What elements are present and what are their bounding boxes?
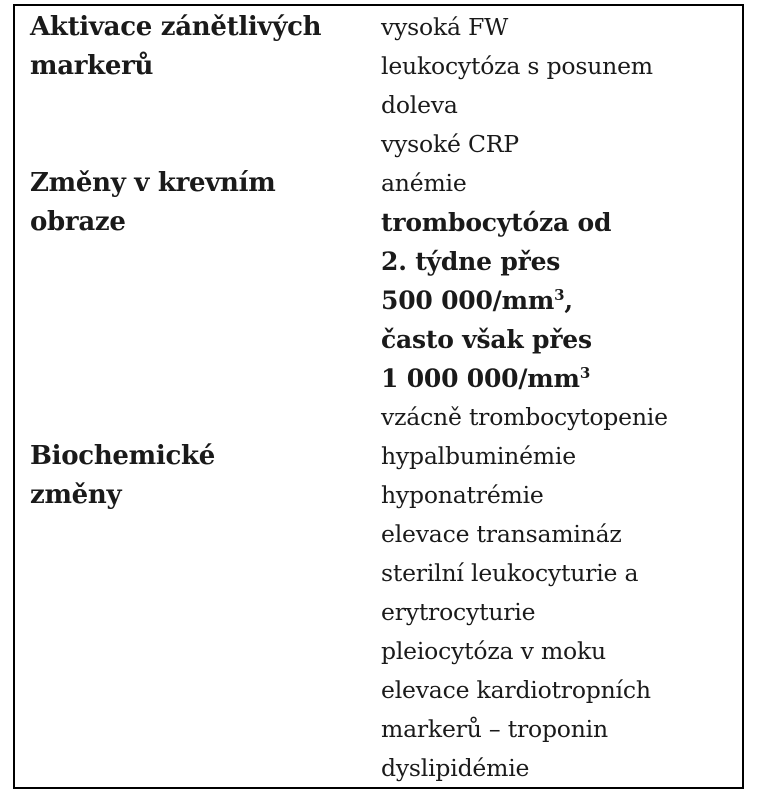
findings-table [13,4,744,789]
value-line [381,749,741,788]
value-line [381,203,741,242]
value-line [381,593,741,632]
row-values [381,8,741,164]
value-text: vysoké CRP [381,130,519,158]
value-text: vysoká FW [381,13,509,41]
row-label [30,437,370,515]
value-text: 500 000/mm [381,286,555,315]
value-text: doleva [381,91,458,119]
row-label-line: změny [30,480,122,510]
value-line [381,242,741,281]
value-text: elevace transamináz [381,520,622,548]
value-text: trombocytóza od [381,208,612,237]
value-text: dyslipidémie [381,754,530,782]
value-line [381,359,741,398]
exponent: 3 [554,286,565,304]
value-line [381,86,741,125]
row-label [30,8,370,86]
value-line [381,398,741,437]
value-line [381,8,741,47]
value-text: 1 000 000/mm [381,364,580,393]
value-text: erytrocyturie [381,598,536,626]
value-line [381,47,741,86]
row-values [381,437,741,788]
value-line [381,632,741,671]
value-line [381,281,741,320]
value-line [381,125,741,164]
row-label-line: obraze [30,207,126,237]
row-label-line: markerů [30,51,154,81]
value-line [381,437,741,476]
value-text: sterilní leukocyturie a [381,559,639,587]
value-text: leukocytóza s posunem [381,52,653,80]
value-text: elevace kardiotropních [381,676,651,704]
value-line [381,476,741,515]
row-label-line: Aktivace zánětlivých [30,12,322,42]
value-text: často však přes [381,325,592,354]
value-line [381,320,741,359]
row-values [381,164,741,437]
value-line [381,515,741,554]
row-label [30,164,370,242]
value-text: hypalbuminémie [381,442,576,470]
value-line [381,710,741,749]
exponent: 3 [579,364,591,382]
value-suffix: , [564,286,573,315]
value-line [381,671,741,710]
value-text: hyponatrémie [381,481,544,509]
value-text: vzácně trombocytopenie [381,403,668,431]
value-text: markerů – troponin [381,715,608,743]
value-text: pleiocytóza v moku [381,637,606,665]
value-text: anémie [381,169,467,197]
value-line [381,164,741,203]
row-label-line: Biochemické [30,441,215,471]
row-label-line: Změny v krevním [30,168,276,198]
value-text: 2. týdne přes [381,247,561,276]
value-line [381,554,741,593]
